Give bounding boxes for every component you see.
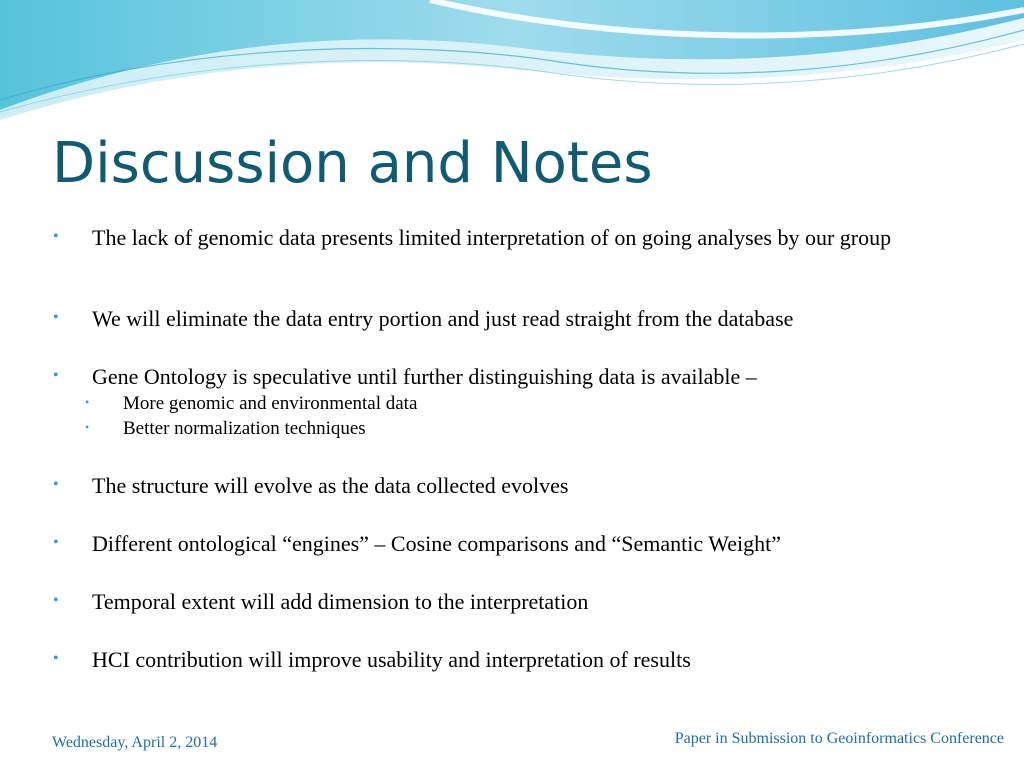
- sub-bullet-dot-icon: •: [85, 395, 90, 409]
- bullet-text: We will eliminate the data entry portion and just read straight from the database: [92, 306, 794, 331]
- bullet-dot-icon: •: [53, 367, 59, 384]
- sub-bullet-dot-icon: •: [85, 420, 90, 434]
- bullet-text: HCI contribution will improve usability and interpretation of results: [92, 647, 691, 672]
- sub-bullet-text: More genomic and environmental data: [123, 393, 418, 414]
- footer-date: Wednesday, April 2, 2014: [52, 734, 218, 751]
- bullet-text: The lack of genomic data presents limited interpretation of on going analyses by our group: [92, 225, 892, 250]
- bullet-text: Temporal extent will add dimension to the interpretation: [92, 589, 589, 614]
- bullet-dot-icon: •: [53, 534, 59, 551]
- bullet-dot-icon: •: [53, 309, 59, 326]
- sub-bullet-text: Better normalization techniques: [123, 418, 366, 439]
- bullet-dot-icon: •: [53, 476, 59, 493]
- footer-note: Paper in Submission to Geoinformatics Conference: [674, 730, 1004, 747]
- bullet-dot-icon: •: [53, 650, 59, 667]
- slide-title: Discussion and Notes: [52, 131, 653, 196]
- bullet-dot-icon: •: [53, 592, 59, 609]
- bullet-text: The structure will evolve as the data collected evolves: [92, 473, 569, 498]
- bullet-text: Different ontological “engines” – Cosine comparisons and “Semantic Weight”: [92, 531, 782, 556]
- bullet-dot-icon: •: [53, 228, 59, 245]
- bullet-text: Gene Ontology is speculative until further distinguishing data is available –: [92, 364, 757, 389]
